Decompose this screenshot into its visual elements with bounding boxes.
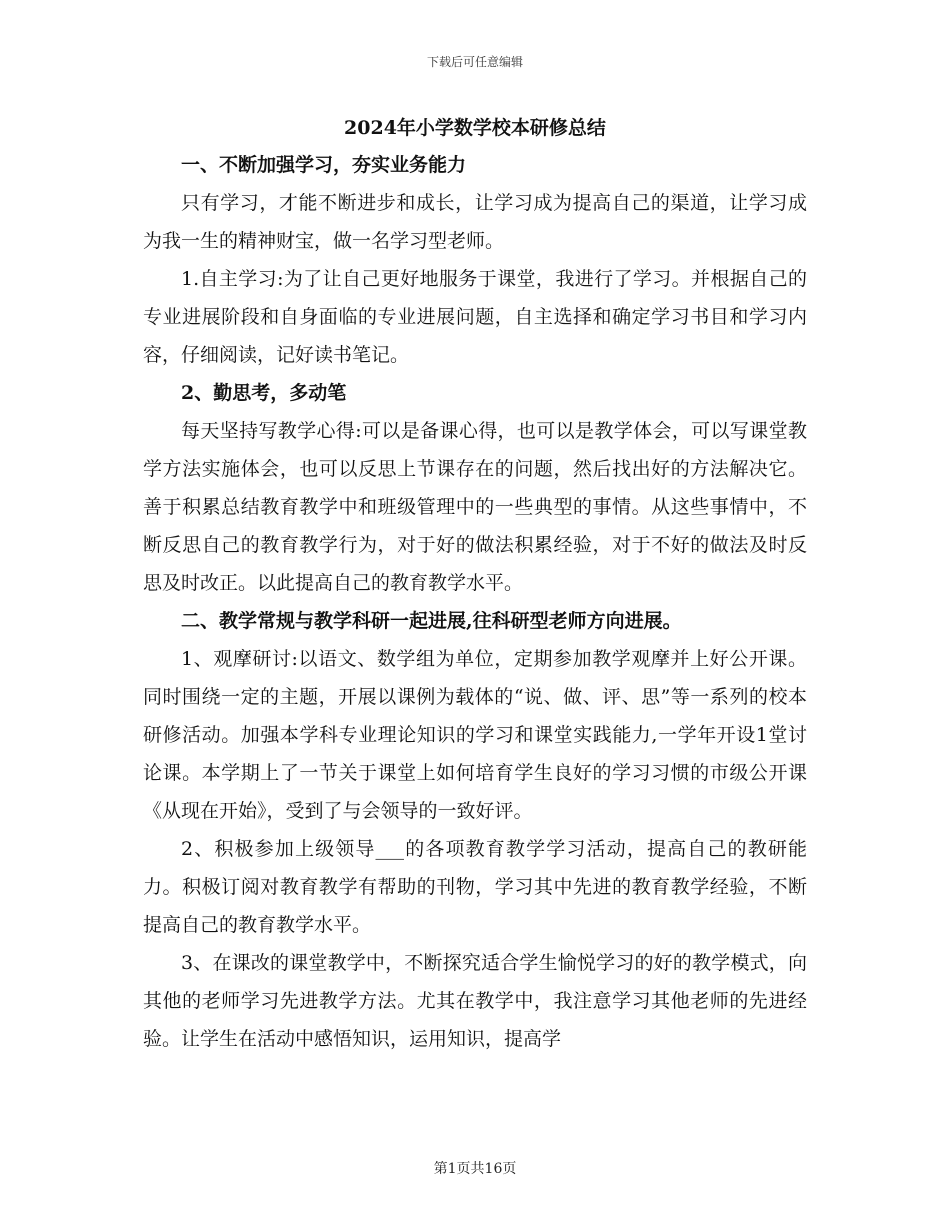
section2-item1-paragraph: 1、观摩研讨:以语文、数学组为单位，定期参加教学观摩并上好公开课。同时围绕一定的主题，开展以课例为载体的“说、做、评、思”等一系列的校本研修活动。加强本学科专业理论知识的学习和课堂实践能力,一学年开设1堂讨论课。本学期上了一节关于课堂上如何培育学生良好的学习习惯的市级公开课《从现在开始》，受到了与会领导的一致好评。 — [143, 648, 807, 822]
page-header-note: 下载后可任意编辑 — [426, 55, 523, 69]
document-title: 2024年小学数学校本研修总结 — [344, 117, 606, 139]
page-footer-number: 第1页共16页 — [433, 1161, 517, 1177]
section1-item2-heading: 2、勤思考，多动笔 — [181, 382, 347, 404]
section1-intro-paragraph: 只有学习，才能不断进步和成长，让学习成为提高自己的渠道，让学习成为我一生的精神财宝，做一名学习型老师。 — [143, 192, 807, 252]
section2-item3-paragraph: 3、在课改的课堂教学中，不断探究适合学生愉悦学习的好的教学模式，向其他的老师学习先进教学方法。尤其在教学中，我注意学习其他老师的先进经验。让学生在活动中感悟知识，运用知识，提高学 — [143, 952, 807, 1050]
section2-heading: 二、教学常规与教学科研一起进展,往科研型老师方向进展。 — [181, 610, 682, 632]
section2-item2-paragraph: 2、积极参加上级领导___的各项教育教学学习活动，提高自己的教研能力。积极订阅对教育教学有帮助的刊物，学习其中先进的教育教学经验，不断提高自己的教育教学水平。 — [143, 838, 807, 936]
document-body — [143, 146, 807, 1058]
section1-item2-paragraph: 每天坚持写教学心得:可以是备课心得，也可以是教学体会，可以写课堂教学方法实施体会，也可以反思上节课存在的问题，然后找出好的方法解决它。善于积累总结教育教学中和班级管理中的一些典型的事情。从这些事情中，不断反思自己的教育教学行为，对于好的做法积累经验，对于不好的做法及时反思及时改正。以此提高自己的教育教学水平。 — [143, 420, 807, 594]
section1-heading: 一、不断加强学习，夯实业务能力 — [181, 154, 467, 176]
section1-item1-paragraph: 1.自主学习:为了让自己更好地服务于课堂，我进行了学习。并根据自己的专业进展阶段和自身面临的专业进展问题，自主选择和确定学习书目和学习内容，仔细阅读，记好读书笔记。 — [143, 268, 807, 366]
